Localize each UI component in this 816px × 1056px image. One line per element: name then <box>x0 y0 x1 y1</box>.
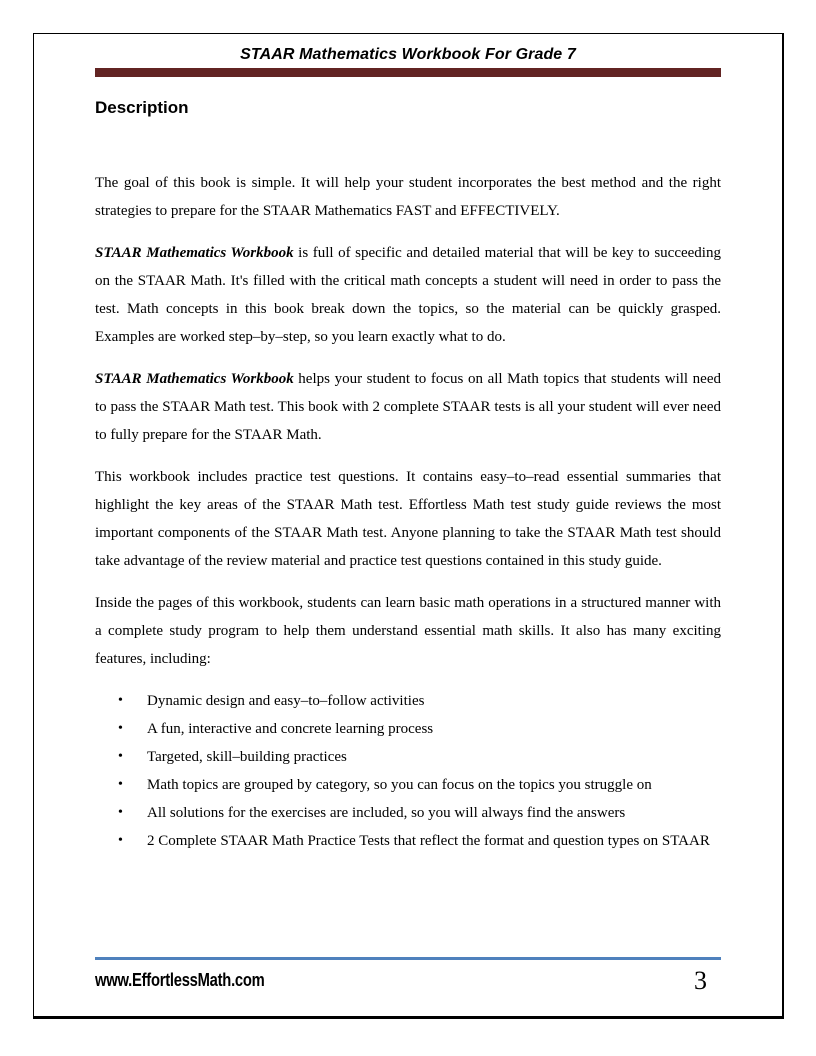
bullet-icon: • <box>118 749 123 764</box>
page-number: 3 <box>694 966 707 995</box>
paragraph <box>95 239 721 351</box>
list-item-text: 2 Complete STAAR Math Practice Tests that reflect the format and question types on STAAR <box>147 833 710 849</box>
footer-rule <box>95 957 721 960</box>
list-item <box>95 687 721 715</box>
paragraph-text: The goal of this book is simple. It will help your student incorporates the best method and the right strategies to prepare for the STAAR Mathematics FAST and EFFECTIVELY. <box>95 175 721 219</box>
bullet-icon: • <box>118 777 123 792</box>
bullet-icon: • <box>118 721 123 736</box>
paragraph <box>95 365 721 449</box>
page-content <box>34 45 782 855</box>
paragraph-text: helps your student to focus on all Math topics that students will need to pass the STAAR Math test. This book with 2 complete STAAR tests is all your student will ever need to fully prepare for the STAAR Math. <box>95 371 721 443</box>
features-list <box>95 687 721 855</box>
body-paragraphs <box>95 169 721 673</box>
paragraph-lead: STAAR Mathematics Workbook <box>95 371 294 387</box>
page-border <box>33 33 784 1019</box>
list-item-text: All solutions for the exercises are included, so you will always find the answers <box>147 805 626 821</box>
running-header-title: STAAR Mathematics Workbook For Grade 7 <box>240 46 576 63</box>
paragraph <box>95 169 721 225</box>
list-item-text: Dynamic design and easy–to–follow activities <box>147 693 425 709</box>
bullet-icon: • <box>118 805 123 820</box>
website-url: www.EffortlessMath.com <box>95 970 265 990</box>
list-item <box>95 799 721 827</box>
section-title: Description <box>95 98 189 117</box>
paragraph-text: is full of specific and detailed material that will be key to succeeding on the STAAR Math. It's filled with the critical math concepts a student will need in order to pass the test. Math concepts in this book break down the topics, so the material can be quickly grasped. Examples are worked step–by–step, so you learn exactly what to do. <box>95 245 721 345</box>
list-item <box>95 743 721 771</box>
list-item-text: Targeted, skill–building practices <box>147 749 347 765</box>
header-rule <box>95 68 721 77</box>
list-item <box>95 827 721 855</box>
bullet-icon: • <box>118 833 123 848</box>
bullet-icon: • <box>118 693 123 708</box>
list-item-text: Math topics are grouped by category, so you can focus on the topics you struggle on <box>147 777 652 793</box>
footer-row <box>95 967 721 995</box>
list-item <box>95 715 721 743</box>
paragraph-text: Inside the pages of this workbook, students can learn basic math operations in a structured manner with a complete study program to help them understand essential math skills. It also has many exciting features, including: <box>95 595 721 667</box>
paragraph <box>95 463 721 575</box>
paragraph-text: This workbook includes practice test questions. It contains easy–to–read essential summaries that highlight the key areas of the STAAR Math test. Effortless Math test study guide reviews the most important components of the STAAR Math test. Anyone planning to take the STAAR Math test should take advantage of the review material and practice test questions contained in this study guide. <box>95 469 721 569</box>
list-item <box>95 771 721 799</box>
page-footer <box>95 957 721 995</box>
paragraph-lead: STAAR Mathematics Workbook <box>95 245 294 261</box>
paragraph <box>95 589 721 673</box>
list-item-text: A fun, interactive and concrete learning process <box>147 721 434 737</box>
